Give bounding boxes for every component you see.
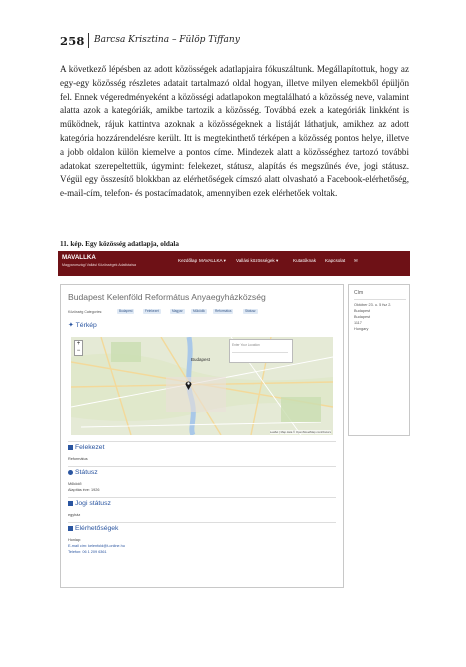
address-line: Budapest bbox=[354, 315, 371, 319]
address-line: Október 23. u. 5 fsz 2. bbox=[354, 303, 392, 307]
section-text: Alapítás éve: 1926 bbox=[68, 488, 100, 492]
nav-item-communities[interactable]: Vallási közösségek ▾ bbox=[236, 258, 279, 263]
category-tag[interactable]: Magyar bbox=[172, 309, 183, 313]
section-text: Református bbox=[68, 457, 88, 461]
community-panel bbox=[60, 284, 344, 588]
section-divider bbox=[68, 466, 336, 467]
nav-item-contact[interactable]: Kapcsolat bbox=[325, 258, 346, 263]
section-heading-label: Felekezet bbox=[75, 444, 105, 451]
figure-caption: 11. kép. Egy közösség adatlapja, oldala bbox=[60, 240, 180, 248]
sidebar-divider bbox=[354, 299, 406, 300]
section-contacts-heading bbox=[68, 525, 118, 532]
map-city-label: Budapest bbox=[191, 357, 211, 362]
nav-item-home[interactable]: Kezdőlap bbox=[178, 258, 198, 263]
header-separator bbox=[88, 33, 89, 48]
site-brand[interactable]: MAVALLKA bbox=[62, 254, 96, 261]
site-tagline: Magyarországi Vallási Közösségek Adatbázisa bbox=[62, 263, 137, 267]
category-tag[interactable]: Működik bbox=[193, 309, 205, 313]
map-canvas bbox=[71, 337, 333, 435]
section-text: egyház bbox=[68, 513, 81, 517]
section-heading-label: Státusz bbox=[75, 469, 98, 476]
mail-icon[interactable]: ✉ bbox=[354, 258, 358, 263]
zoom-in-button[interactable]: + bbox=[76, 341, 81, 347]
map-marker-icon[interactable] bbox=[185, 377, 192, 387]
address-line: 1117 bbox=[354, 321, 362, 325]
categories-label: Közösség Categories: bbox=[68, 310, 103, 314]
nav-item-researchers[interactable]: Kutatóknak bbox=[293, 258, 316, 263]
section-divider bbox=[68, 522, 336, 523]
map-view[interactable] bbox=[71, 337, 333, 435]
info-icon bbox=[68, 470, 73, 475]
address-title: Cím bbox=[354, 290, 364, 296]
category-tag[interactable]: Státusz bbox=[245, 309, 256, 313]
site-navbar bbox=[58, 251, 410, 276]
map-search-box[interactable] bbox=[229, 339, 293, 363]
map-attribution: Leaflet | Map data © OpenStreetMap contributors bbox=[269, 430, 331, 434]
section-icon bbox=[68, 501, 73, 506]
nav-item-mavallka[interactable]: MAVALLKA ▾ bbox=[199, 258, 226, 263]
category-tag[interactable]: Református bbox=[215, 309, 232, 313]
address-sidebar bbox=[348, 284, 410, 436]
section-text: Honlap: bbox=[68, 538, 82, 542]
category-tag[interactable]: Budapest bbox=[119, 309, 133, 313]
section-heading-label: Jogi státusz bbox=[75, 500, 111, 507]
section-status-heading bbox=[68, 469, 98, 476]
section-divider bbox=[68, 441, 336, 442]
section-icon bbox=[68, 445, 73, 450]
section-legal-heading bbox=[68, 500, 111, 507]
section-divider bbox=[68, 497, 336, 498]
map-heading bbox=[68, 321, 97, 329]
website-screenshot bbox=[58, 251, 410, 589]
zoom-out-button[interactable]: − bbox=[76, 348, 81, 354]
map-search-input[interactable]: Enter Your Location bbox=[232, 343, 260, 347]
header-authors: Barcsa Krisztina – Fülöp Tiffany bbox=[94, 35, 240, 45]
address-line: Budapest bbox=[354, 309, 371, 313]
section-felekezet-heading bbox=[68, 444, 104, 451]
section-text: Működő bbox=[68, 482, 82, 486]
section-heading-label: Elérhetőségek bbox=[75, 525, 119, 532]
category-tag[interactable]: Felekezet bbox=[145, 309, 159, 313]
contact-email-link[interactable]: E-mail cím: kelenfold@t-online.hu bbox=[68, 544, 125, 548]
section-icon bbox=[68, 526, 73, 531]
map-heading-label: Térkép bbox=[75, 322, 97, 329]
page-number: 258 bbox=[60, 34, 85, 48]
contact-phone-link[interactable]: Telefon: 06 1 209 6361 bbox=[68, 550, 107, 554]
running-header bbox=[60, 34, 420, 50]
community-title: Budapest Kelenföld Református Anyaegyházközség bbox=[68, 292, 266, 302]
address-line: Hungary bbox=[354, 327, 369, 331]
zoom-control bbox=[74, 340, 83, 356]
body-paragraph: A következő lépésben az adott közösségek adatlapjaira fókuszáltunk. Megállapítottuk, hogy az egy-egy közösség részletes adatait tartalmazó oldal hogyan, illetve milyen elemekből épüljön fel. Ennek végeredményeként a közösségi adatlapokon megtalálható a közösség neve, valamint alatta azok a kategóriák, amikbe tartozik a közösség. Továbbá ezek a kategóriák linkként is működnek, rájuk kattintva azoknak a közösségeknek a listáját láthatjuk, amikhez az adott kategória hozzárendelésre került. Itt is megtekinthető térképen a közösség pontos helye, illetve a jobb oldalon külön kiemelve a pontos címe. Mindezek alatt a közösséghez tartozó további adatokat szerepeltettük, úgymint: felekezet, státusz, alapítás és megszűnés éve, jogi státusz. Végül egy összesítő blokkban az elérhetőségek címszó alatt olvasható a Facebook-elérhetőség, e-mail-cím, telefon- és postacímadatok, amennyiben ezek elérhetőek voltak. bbox=[60, 64, 409, 199]
pin-icon: ✦ bbox=[68, 322, 74, 329]
